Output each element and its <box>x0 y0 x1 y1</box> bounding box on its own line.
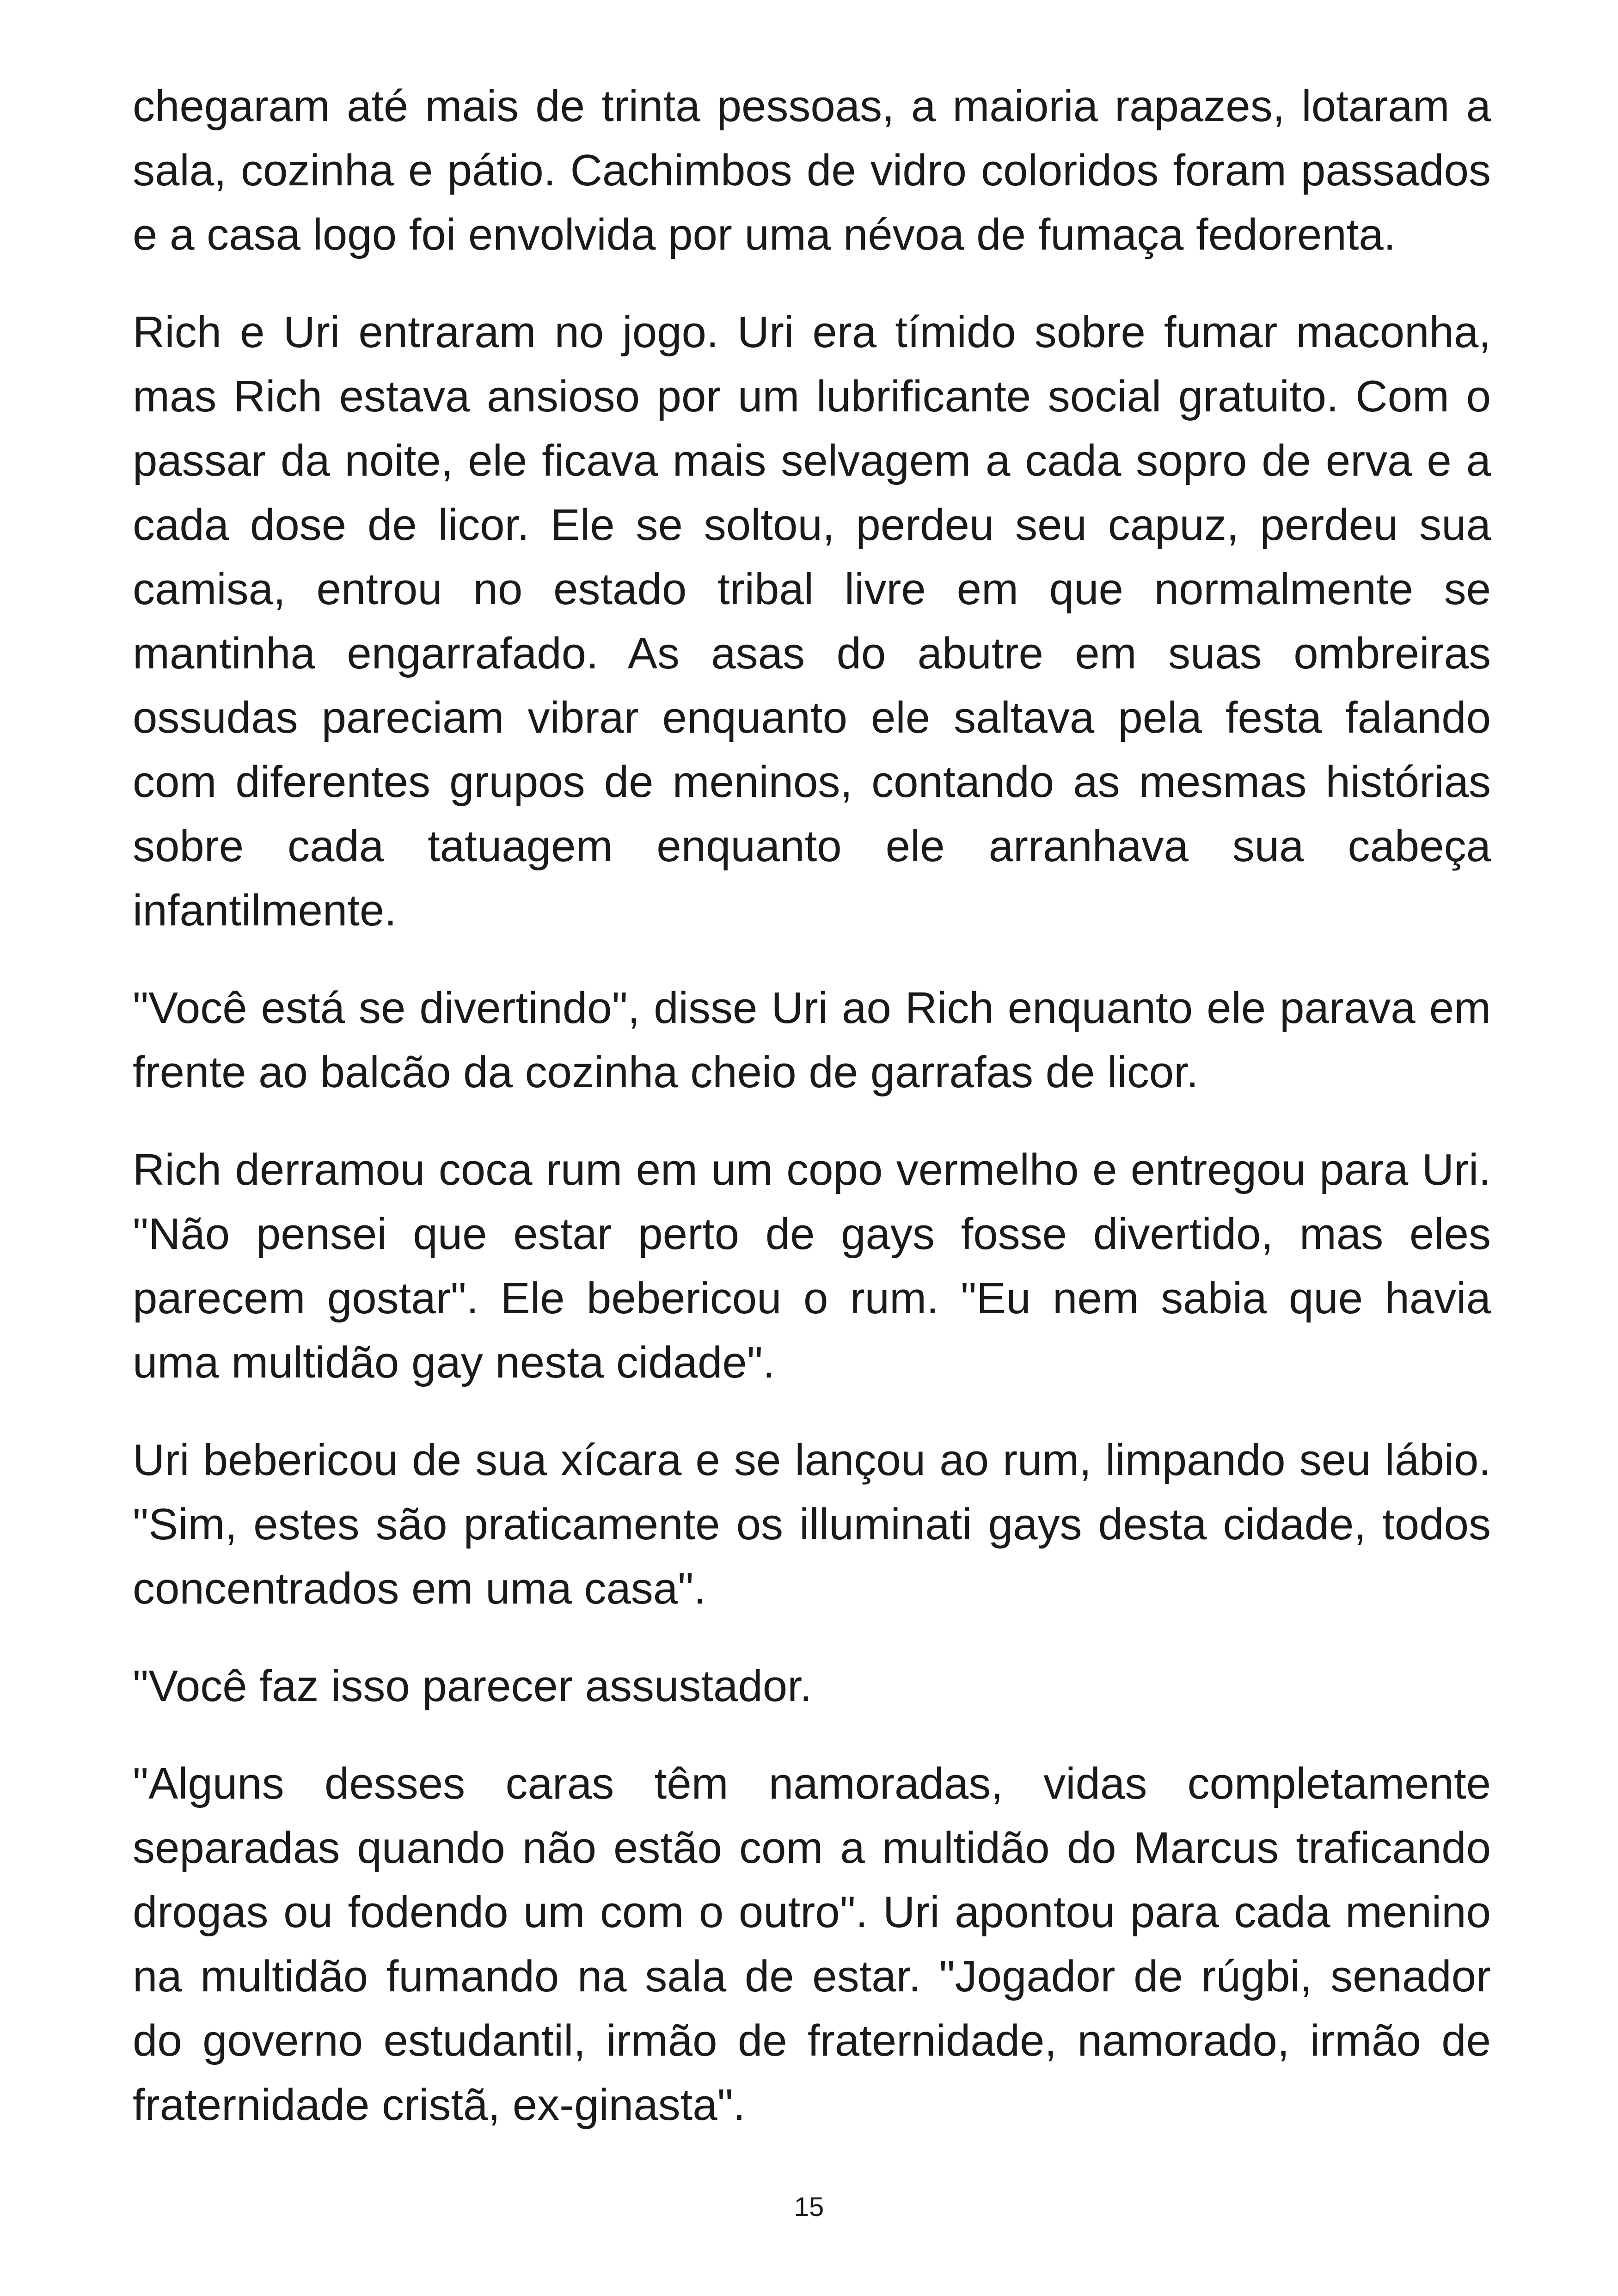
paragraph: "Você está se divertindo", disse Uri ao Rich enquanto ele parava em frente ao balcão da cozinha cheio de garrafas de licor. <box>133 983 1491 1097</box>
paragraph: Rich derramou coca rum em um copo vermelho e entregou para Uri. "Não pensei que estar perto de gays fosse divertido, mas eles parecem gostar". Ele bebericou o rum. "Eu nem sabia que havia uma multidão gay nesta cidade". <box>133 1145 1491 1387</box>
paragraph: chegaram até mais de trinta pessoas, a maioria rapazes, lotaram a sala, cozinha e pátio. Cachimbos de vidro coloridos foram passados e a casa logo foi envolvida por uma névoa de fumaça fedorenta. <box>133 81 1491 259</box>
paragraph: "Você faz isso parecer assustador. <box>133 1661 812 1711</box>
paragraph: "Alguns desses caras têm namoradas, vidas completamente separadas quando não estão com a multidão do Marcus traficando drogas ou fodendo um com o outro". Uri apontou para cada menino na multidão fumando na sala de estar. "Jogador de rúgbi, senador do governo estudantil, irmão de fraternidade, namorado, irmão de fraternidade cristã, ex-ginasta". <box>133 1759 1491 2130</box>
page-number: 15 <box>794 2192 824 2222</box>
page-body <box>133 74 1491 2137</box>
paragraph: Uri bebericou de sua xícara e se lançou ao rum, limpando seu lábio. "Sim, estes são praticamente os illuminati gays desta cidade, todos concentrados em uma casa". <box>133 1435 1491 1613</box>
paragraph: Rich e Uri entraram no jogo. Uri era tímido sobre fumar maconha, mas Rich estava ansioso por um lubrificante social gratuito. Com o passar da noite, ele ficava mais selvagem a cada sopro de erva e a cada dose de licor. Ele se soltou, perdeu seu capuz, perdeu sua camisa, entrou no estado tribal livre em que normalmente se mantinha engarrafado. As asas do abutre em suas ombreiras ossudas pareciam vibrar enquanto ele saltava pela festa falando com diferentes grupos de meninos, contando as mesmas histórias sobre cada tatuagem enquanto ele arranhava sua cabeça infantilmente. <box>133 307 1491 935</box>
